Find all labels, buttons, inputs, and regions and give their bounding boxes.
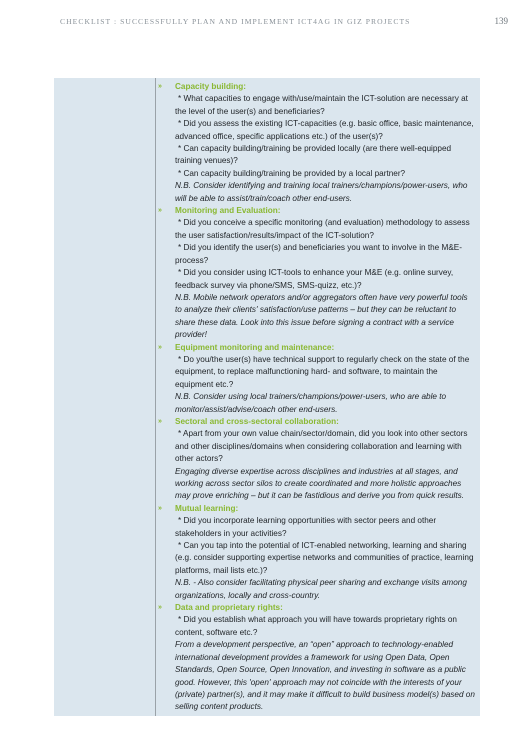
bullet-icon: »: [158, 207, 162, 215]
bullet-icon: »: [158, 604, 162, 612]
section-heading-text: Capacity building:: [175, 82, 246, 91]
section-heading: [157, 81, 475, 93]
checklist-section: [157, 342, 475, 416]
checklist-question: * Did you assess the existing ICT-capacities (e.g. basic office, basic maintenance, advanced office, specific applications etc.) of the user(s)?: [175, 119, 474, 141]
checklist-section: [157, 205, 475, 341]
checklist-question: * Did you conceive a specific monitoring (and evaluation) methodology to assess the user satisfaction/results/impact of the ICT-solution?: [175, 218, 470, 240]
checklist-question: * Did you identify the user(s) and beneficiaries you want to involve in the M&E-process?: [175, 243, 462, 265]
section-note: N.B. Mobile network operators and/or aggregators often have very powerful tools to analyze their clients' satisfaction/use patterns – but they can be reluctant to share these data. Look into this issue before signing a contract with a service provider!: [175, 292, 468, 340]
checklist-question: * Can you tap into the potential of ICT-enabled networking, learning and sharing (e.g. consider supporting expertise networks and communities of practice, learning platforms, mail lists etc.)?: [175, 541, 474, 575]
section-heading: [157, 503, 475, 515]
page-number: 139: [494, 16, 508, 26]
page-header: [60, 17, 508, 31]
checklist-section: [157, 81, 475, 205]
checklist-section: [157, 503, 475, 602]
checklist-section: [157, 416, 475, 503]
section-heading-text: Sectoral and cross-sectoral collaboration:: [175, 416, 339, 426]
checklist-question: * Can capacity building/training be provided by a local partner?: [178, 168, 406, 178]
checklist-question: * What capacities to engage with/use/maintain the ICT-solution are necessary at the level of the user(s) and beneficiaries?: [175, 94, 468, 116]
section-heading: [157, 205, 475, 217]
checklist-question: * Apart from your own value chain/sector/domain, did you look into other sectors and other disciplines/domains when considering collaboration and learning with other actors?: [175, 429, 468, 464]
checklist-left-column: [54, 78, 156, 716]
header-title: CHECKLIST : SUCCESSFULLY PLAN AND IMPLEMENT ICT4AG IN GIZ PROJECTS: [60, 17, 411, 26]
bullet-icon: »: [158, 83, 162, 90]
checklist-content: [157, 81, 475, 714]
section-note: Engaging diverse expertise across disciplines and industries at all stages, and working across sector silos to create coordinated and more holistic approaches may prove enriching – but it can be fastidious and derive you from quick results.: [175, 466, 464, 501]
bullet-icon: »: [158, 343, 162, 351]
section-note: N.B. Consider identifying and training local trainers/champions/power-users, who will be able to assist/train/coach other end-users.: [175, 181, 468, 203]
section-heading: [157, 602, 475, 614]
section-note: N.B. - Also consider facilitating physical peer sharing and exchange visits among organizations, locally and cross-country.: [175, 578, 467, 600]
section-heading-text: Mutual learning:: [175, 503, 239, 513]
section-heading: [157, 342, 475, 354]
section-heading-text: Data and proprietary rights:: [175, 603, 283, 613]
checklist-question: * Did you incorporate learning opportunities with sector peers and other stakeholders in your activities?: [175, 516, 437, 538]
checklist-question: * Did you establish what approach you will have towards proprietary rights on content, software etc.?: [175, 615, 457, 637]
bullet-icon: »: [158, 504, 162, 512]
section-heading-text: Equipment monitoring and maintenance:: [175, 342, 335, 352]
section-note: From a development perspective, an “open” approach to technology-enabled international development provides a framework for using Open Data, Open Standards, Open Source, Open Innovation, and investing in software as a public good. However, this 'open' approach may not coincide with the interests of your (private) partner(s), and it may make it difficult to build business model(s) based on selling content products.: [175, 640, 475, 712]
checklist-table: [54, 78, 480, 716]
checklist-question: * Do you/the user(s) have technical support to regularly check on the state of the equipment, to replace malfunctioning hard- and software, to maintain the equipment etc.?: [175, 354, 470, 389]
section-note: N.B. Consider using local trainers/champions/power-users, who are able to monitor/assist/advise/coach other end-users.: [175, 392, 447, 414]
bullet-icon: »: [158, 417, 162, 425]
section-heading: [157, 416, 475, 428]
checklist-question: * Did you consider using ICT-tools to enhance your M&E (e.g. online survey, feedback survey via phone/SMS, SMS-quizz, etc.)?: [175, 268, 454, 290]
checklist-section: [157, 602, 475, 714]
section-heading-text: Monitoring and Evaluation:: [175, 206, 281, 216]
checklist-question: * Can capacity building/training be provided locally (are there well-equipped training venues)?: [175, 144, 452, 166]
